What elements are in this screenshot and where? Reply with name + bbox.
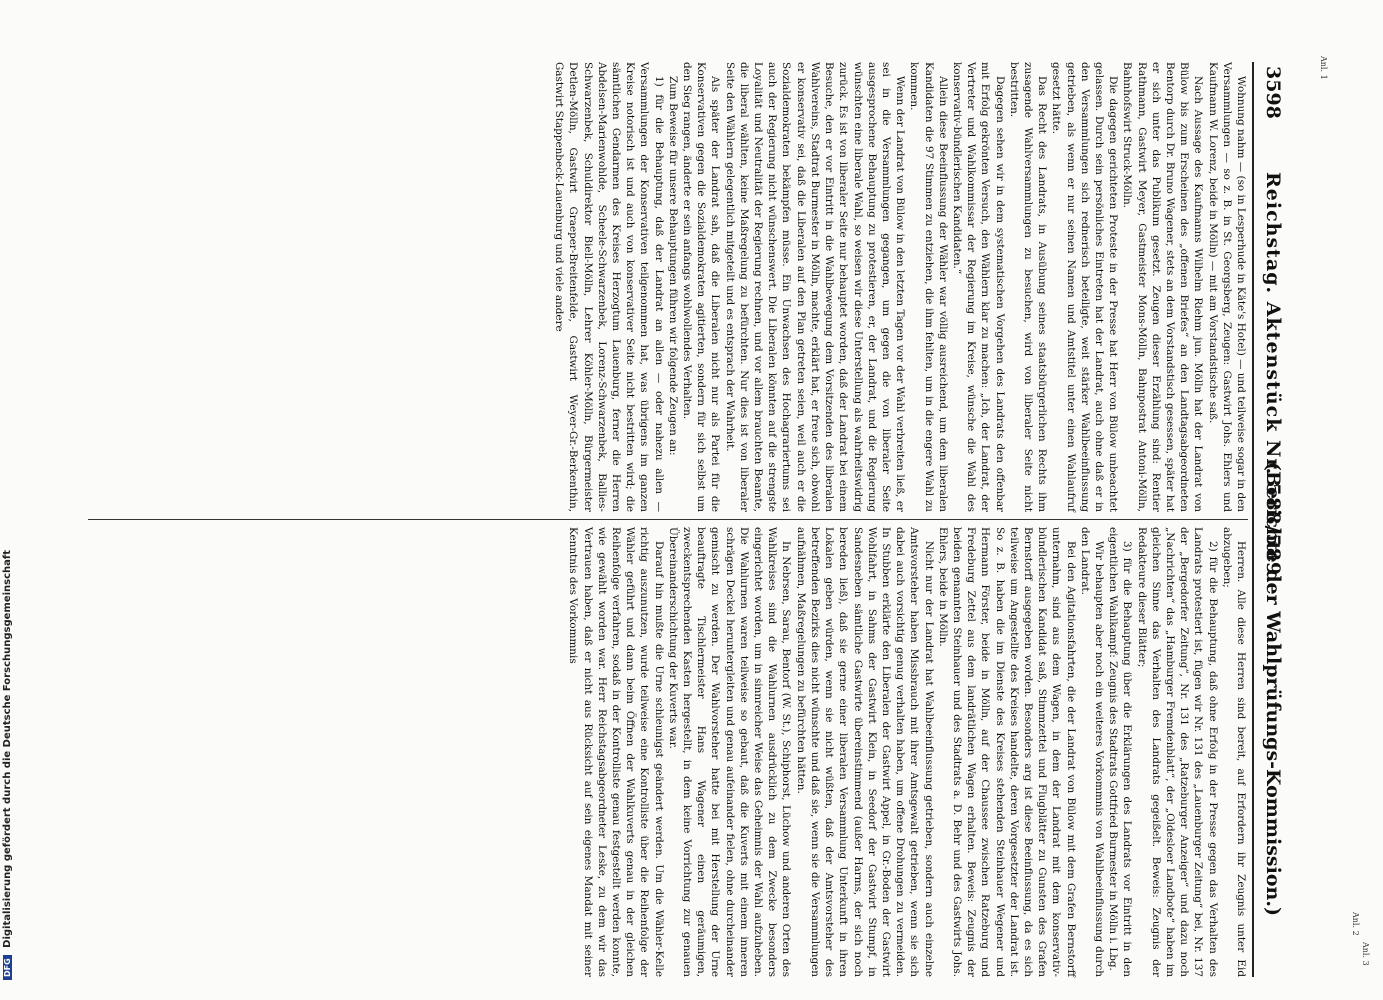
- column-rule: [88, 519, 1248, 520]
- paragraph: Bei den Agitationsfahrten, die der Landrat von Bülow mit dem Grafen Bernstorff unternahm, sind aus dem Wagen, in dem der Landrat mit dem konservativ-bündlerischen Kandidat saß, Stimmzettel und Flugblätter zu Gunsten des Grafen Bernstorff ausgegeben worden. Besonders arg ist diese Beeinflussung, da es sich teilweise um Angestellte des Kreises handelte, deren Vorgesetzter der Landrat ist. So z. B. haben die im Dienste des Kreises stehenden Steinhauer Wegener und Hermann Förster, beide in Mölln, auf der Chaussee zwischen Ratzeburg und Fredeburg Zettel aus dem landrätlichen Wagen erhalten. Beweis: Zeugnis der beiden genannten Steinhauer und des Stadtrats a. D. Behr und des Gastwirts Johs. Ehlers, beide in Mölln.: [936, 527, 1077, 977]
- paragraph: Die dagegen gerichteten Proteste in der Presse hat Herr von Bülow unbeachtet gelassen. Durch sein persönliches Eintreten hat der Landrat, auch ohne daß er in den Versammlungen sich rednerisch beteiligte, weit stärker Wahlbeeinflussung getrieben, als wenn er nur seinen Namen und Amtstitel unter einen Wahlaufruf gesetzt hätte.: [1050, 62, 1120, 512]
- paragraph: Herren. Alle diese Herren sind bereit, auf Erfordern ihr Zeugnis unter Eid abzugeben;: [1220, 527, 1247, 977]
- scan-credit: [2, 550, 13, 980]
- paragraph: Zum Beweise für unsere Behauptungen führen wir folgende Zeugen an:: [666, 76, 679, 456]
- credit-text: Digitalisierung gefördert durch die Deutsche Forschungsgemeinschaft: [2, 549, 13, 948]
- paragraph: Nicht nur der Landrat hat Wahlbeeinflussung getrieben, sondern auch einzelne Amtsvorsteher haben Missbrauch mit ihrer Amtsgewalt getrieben, wenn sie sich dabei auch vorsichtig genug verhalten haben, um offene Drohungen zu vermeiden. In Stubben erklärte den Liberalen der Gastwirt Appel, in Gr.-Boden der Gastwirt Wohlfahrt, in Sahms der Gastwirt Klein, in Seedorf der Gastwirt Stumpf, in Sandesneben sämtliche Gastwirte übereinstimmend (außer Harms, der sich noch bereden ließ), daß sie gerne einer liberalen Versammlung Unterkunft in ihren Lokalen geben würden, wenn sie nicht wüßten, daß der Amtsvorsteher des betreffenden Bezirks dies nicht wünschte und daß sie, wenn sie die Versammlungen aufnähmen, Maßregelungen zu befürchten hätten.: [794, 527, 935, 977]
- paragraph: 3) für die Behauptung über die Erklärungen des Landrats vor Eintritt in den eigentlichen Wahlkampf: Zeugnis des Stadtrats Gottfried Burmester in Mölln i. Lbg.: [1107, 527, 1134, 977]
- paragraph: Wir behaupten aber noch ein weiteres Vorkommnis von Wahlbeeinflussung durch den Landrat.: [1078, 527, 1105, 977]
- paragraph: Wenn der Landrat von Bülow in den letzten Tagen vor der Wahl verbreiten ließ, er sei in die Versammlungen gegangen, um gegen die von liberaler Seite ausgesprochene Behauptung zu protestieren, er, der Landrat, und die Regierung wünschten eine liberale Wahl, so weisen wir diese Unterstellung als wahrheitswidrig zurück. Es ist von liberaler Seite nur behauptet worden, daß der Landrat bei einem Besuche, den er vor Eintritt in die Wahlbewegung dem Vorsitzenden des liberalen Wahlvereins, Stadtrat Burmester in Mölln, machte, erklärt hat, er freue sich, obwohl er konservativ sei, daß die Liberalen auf den Plan getreten seien, weil auch er die Sozialdemokraten bekämpfen müsse. Ein Unwachsen des Hochagrariertums sei auch der Regierung nicht wünschenswert. Die Liberalen könnten auf die strengste Loyalität und Neutralität der Regierung rechnen, und vor allem brauchten Beamte, die liberal wählten, keine Maßregelung zu befürchten. Nur dies ist von liberaler Seite den Wählern gelegentlich mitgeteilt und es entsprach der Wahrheit.: [723, 62, 907, 512]
- paragraph: Darauf hin mußte die Urne schleunigst geändert werden. Um die Wähler-Kelle richtig auszunutzen, wurde teilweise eine Kontrolliste über die Reihenfolge der Wähler geführt und dann beim Öffnen der Wahlkuverts genau in der gleichen Reihenfolge verfahren, sodaß in der Kontrolliste genau festgestellt werden konnte, wie gewählt worden war. Herr Reichstagsabgeordneter Leske, zu dem wir das Vertrauen haben, daß er nicht aus Rücksicht auf sein eigenes Mandat mit seiner Kenntnis des Vorkommnis: [567, 527, 665, 977]
- paragraph: 1) für die Behauptung, daß der Landrat an allen — oder nahezu allen — Versammlungen der Konservativen teilgenommen hat, was übrigens im ganzen Kreise notorisch ist und auch von konservativer Seite nicht bestritten wird; die sämtlichen Gendarmen des Kreises Herzogtum Lauenburg, ferner die Herren Abdelsen-Marienwohlde, Scheele-Schwarzenbek, Lorenz-Schwarzenbek, Ballies-Schwarzenbek, Schuldirektor Biell-Mölln, Lehrer Köhler-Mölln, Bürgermeister Detlen-Mölln, Gastwirt Graeper-Breitenfelde, Gastwirt Weyer-Gr.-Berkenthin, Gastwirt Stappenbeck-Lauenburg und viele andere: [553, 62, 665, 512]
- margin-note-1: Anl. 1: [1319, 56, 1328, 80]
- paragraph: Nach Aussage des Kaufmanns Wilhelm Riehm jun. Mölln hat der Landrat von Bülow bis zum Erscheinen des „offenen Briefes“ an den Landtagsabgeordneten Bentorp durch Dr. Bruno Wagener, stets an dem Vorstandstisch gesessen, später hat er sich unter das Publikum gesetzt. Zeugen dieser Erzählung sind: Rentier Rathmann, Gastwirt Meyer, Gastmeister Mons-Mölln, Bahnpostrat Antoni-Mölln, Bahnhofswirt Struck-Mölln.: [1121, 62, 1205, 512]
- paragraph: In Nebrsen, Sarau, Bentorf (W. St.), Schiphorst, Lüchow und anderen Orten des Wahlkreises sind die Wahlurnen ausdrücklich zu dem Zwecke besonders eingerichtet worden, um in sinnreicher Weise das Geheimnis der Wahl aufzuheben. Die Wahlurnen waren teilweise so gebaut, daß die Kuverts mit einem inneren schrägen Deckel heruntergleiten und genau aufeinander fielen, ohne durcheinander gemischt zu werden. Der Wahlvorsteher hatte bei mit Herstellung der Urne beauftragte Tischlermeister Hans Wagener einen geräumigen, zweckentsprechenden Kasten hergestellt, in dem keine Vorrichtung zur genauen Übereinanderschichtung der Kuverts war.: [666, 527, 793, 977]
- paragraph: Wohnung nahm — (so in Lesperhude in Käte's Hotel) — und teilweise sogar in den Versammlungen — so z. B. in St. Georgsberg, Zeugen: Gastwirt Johs. Ehlers und Kaufmann W. Lorenz, beide in Mölln) — mit am Vorstandstische saß.: [1206, 62, 1247, 512]
- left-column: [552, 62, 1248, 512]
- header-rule: [1252, 62, 1254, 977]
- paragraph: Das Recht des Landrats, in Ausübung seines staatsbürgerlichen Rechts ihm zusagende Wahlversammlungen zu besuchen, wird von liberaler Seite nicht bestritten.: [1007, 62, 1049, 512]
- right-column: [566, 527, 1248, 977]
- page-title: Reichstag. Aktenstück Nr. 588/589.: [1262, 172, 1284, 584]
- page-subtitle: (Berichte der Wahlprüfungs-Kommission.): [1262, 462, 1284, 916]
- page-header: [1254, 62, 1290, 977]
- rotated-page-content: [70, 56, 1370, 977]
- margin-note-2: Anl. 2: [1351, 912, 1360, 936]
- paragraph: Allein diese Beeinflussung der Wähler war völlig ausreichend, um dem liberalen Kandidaten die 97 Stimmen zu entziehen, die ihm fehlten, um in die engere Wahl zu kommen.: [908, 62, 949, 512]
- margin-note-3: Anl. 3: [1361, 942, 1370, 966]
- paragraph: Dagegen sehen wir in dem systematischen Vorgehen des Landrats den offenbar mit Erfolg gekrönten Versuch, den Wählern klar zu machen: „Ich, der Landrat, der Vertreter und Wahlkommissar der Regierung im Kreise, wünsche die Wahl des konservativ-bündlerischen Kandidaten.“: [950, 62, 1006, 512]
- paragraph: Als später der Landrat sah, daß die Liberalen nicht nur als Partei für die Konservativen gegen die Sozialdemokraten agitierten, sondern für sich selbst um den Sieg rangen, änderte er sein anfangs wohlwollendes Verhalten.: [681, 62, 722, 512]
- dfg-logo: DFG: [3, 955, 12, 980]
- paragraph: 2) für die Behauptung, daß ohne Erfolg in der Presse gegen das Verhalten des Landrats protestiert ist, fügen wir Nr. 131 des „Lauenburger Zeitung“ bei, Nr. 137 der „Bergedorfer Zeitung“, Nr. 131 des „Ratzeburger Anzeiger“ und dazu noch „Nachrichten“ das „Hamburger Fremdenblatt“, der „Oldesloer Landbote“ haben im gleichen Sinne das Verhalten des Landrats gegeißelt. Beweis: Zeugnis der Redakteure dieser Blätter;: [1135, 527, 1219, 977]
- page-number: 3598: [1262, 66, 1284, 119]
